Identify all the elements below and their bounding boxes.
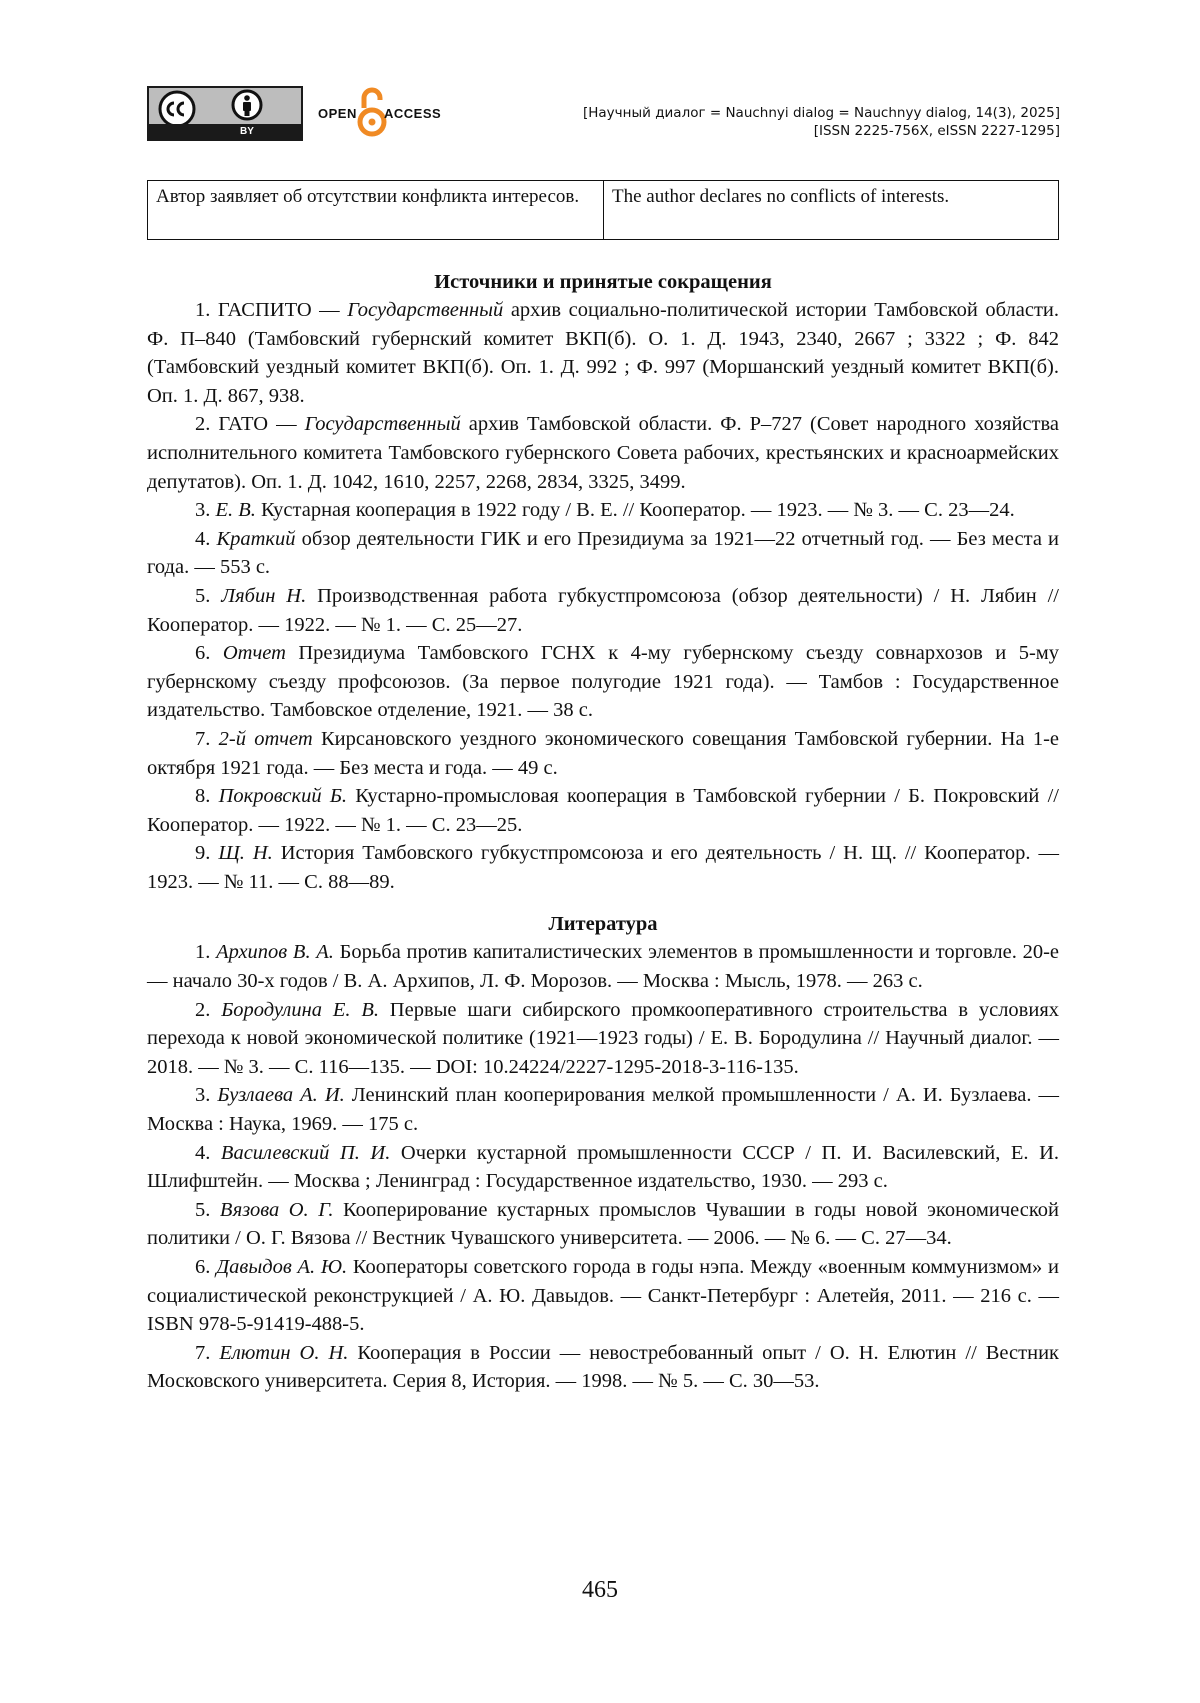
reference-text: обзор деятельности ГИК и его Президиума за 1921—22 отчетный год. — Без места и года. — 553 с. xyxy=(147,527,1060,579)
reference-number: 9. xyxy=(195,842,219,865)
journal-issn-line: [ISSN 2225-756X, eISSN 2227-1295] xyxy=(813,123,1060,139)
reference-number: 7. xyxy=(195,1341,220,1364)
reference-entry xyxy=(147,725,1059,782)
reference-author: Щ. Н. xyxy=(218,842,273,865)
reference-author: Елютин О. Н. xyxy=(219,1341,349,1364)
reference-number: 2. xyxy=(195,413,219,436)
references-content xyxy=(147,268,1059,1396)
reference-author: Бородулина Е. В. xyxy=(221,998,379,1021)
reference-author: Государственный xyxy=(304,413,461,436)
journal-reference xyxy=(583,104,1060,140)
reference-text: Кустарно-промысловая кооперация в Тамбовской губернии / Б. Покровский // Кооператор. — 1922. — № 1. — С. 23—25. xyxy=(147,785,1059,836)
reference-text: Ленинский план кооперирования мелкой промышленности / А. И. Бузлаева. — Москва : Наука, 1969. — 175 с. xyxy=(147,1084,1060,1136)
reference-number: 4. xyxy=(195,1141,221,1164)
reference-text: История Тамбовского губкустпромсоюза и его деятельность / Н. Щ. // Кооператор. — 1923. — № 11. — С. 88—89. xyxy=(147,842,1060,893)
reference-entry xyxy=(147,296,1059,410)
declaration-ru: Автор заявляет об отсутствии конфликта интересов. xyxy=(148,181,604,239)
journal-citation-line: [Научный диалог = Nauchnyi dialog = Nauchnyy dialog, 14(3), 2025] xyxy=(582,105,1060,121)
reference-entry xyxy=(147,782,1059,839)
reference-number: 1. xyxy=(195,941,217,964)
reference-entry xyxy=(147,1253,1059,1339)
reference-text: Очерки кустарной промышленности СССР / П. И. Василевский, Е. И. Шлифштейн. — Москва ; Ленинград : Государственное издательство, 1930. — 293 с. xyxy=(147,1141,1059,1193)
reference-prefix: ГАТО — xyxy=(218,413,305,436)
reference-number: 1. xyxy=(195,299,218,321)
reference-author: Краткий xyxy=(216,527,296,550)
reference-author: Покровский Б. xyxy=(218,785,348,808)
reference-author: Архипов В. А. xyxy=(216,941,334,964)
reference-entry xyxy=(147,996,1059,1082)
reference-number: 8. xyxy=(195,785,219,808)
reference-text: архив Тамбовской области. Ф. Р–727 (Совет народного хозяйства исполнительного комитета Тамбовского губернского Совета рабочих, крестьянских и красноармейских депутатов). Оп. 1. Д. 1042, 1610, 2257, 2268, 2834, 3325, 3499. xyxy=(147,413,1059,493)
literature-heading: Литература xyxy=(548,913,658,936)
reference-number: 5. xyxy=(195,1198,220,1221)
reference-entry xyxy=(147,525,1059,582)
reference-entry xyxy=(147,582,1059,639)
reference-text: Кооперация в России — невостребованный опыт / О. Н. Елютин // Вестник Московского университета. Серия 8, История. — 1998. — № 5. — С. 30—53. xyxy=(147,1341,1059,1393)
reference-entry xyxy=(147,496,1059,525)
reference-entry xyxy=(147,1081,1059,1138)
sources-heading: Источники и принятые сокращения xyxy=(434,271,772,293)
reference-text: архив социально-политической истории Тамбовской области. Ф. П–840 (Тамбовский губернский комитет ВКП(б). О. 1. Д. 1943, 2340, 2667 ; 3322 ; Ф. 842 (Тамбовский уездный комитет ВКП(б). Оп. 1. Д. 992 ; Ф. 997 (Моршанский уездный комитет ВКП(б). Оп. 1. Д. 867, 938. xyxy=(147,299,1059,407)
reference-author: Е. В. xyxy=(215,499,256,522)
reference-entry xyxy=(147,639,1059,725)
open-access-logo xyxy=(318,86,466,140)
reference-number: 6. xyxy=(195,642,223,665)
reference-author: Вязова О. Г. xyxy=(219,1198,334,1221)
reference-text: Первые шаги сибирского промкооперативного строительства в условиях перехода к новой экономической политике (1921—1923 годы) / Е. В. Бородулина // Научный диалог. — 2018. — № 3. — С. 116—135. — DOI: 10.24224/2227-1295-2018-3-116-135. xyxy=(147,998,1060,1078)
declaration-en: The author declares no conflicts of interests. xyxy=(612,186,950,207)
cc-by-license-badge xyxy=(147,86,303,141)
reference-text: Кооператоры советского города в годы нэпа. Между «военным коммунизмом» и социалистической реконструкцией / А. Ю. Давыдов. — Санкт-Петербург : Алетейя, 2011. — 216 с. — ISBN 978-5-91419-488-5. xyxy=(147,1256,1059,1336)
reference-entry xyxy=(147,1339,1059,1396)
reference-entry xyxy=(147,938,1059,995)
reference-author: Лябин Н. xyxy=(221,584,307,607)
reference-author: Государственный xyxy=(347,299,504,321)
reference-entry xyxy=(147,410,1059,496)
reference-number: 3. xyxy=(195,499,216,522)
access-word: ACCESS xyxy=(384,106,442,121)
reference-number: 4. xyxy=(195,527,217,550)
reference-author: Бузлаева А. И. xyxy=(217,1084,345,1107)
by-label: BY xyxy=(240,126,254,137)
reference-number: 6. xyxy=(195,1256,217,1278)
reference-number: 5. xyxy=(195,584,222,607)
reference-text: Кооперирование кустарных промыслов Чувашии в годы новой экономической политики / О. Г. Вязова // Вестник Чувашского университета. — 2006. — № 6. — С. 27—34. xyxy=(147,1198,1059,1250)
page-number: 465 xyxy=(582,1577,618,1603)
reference-number: 7. xyxy=(195,727,219,750)
reference-text: Кустарная кооперация в 1922 году / В. Е. // Кооператор. — 1923. — № 3. — С. 23—24. xyxy=(255,499,1015,522)
literature-list xyxy=(147,938,1059,1396)
reference-author: Отчет xyxy=(222,642,286,665)
open-word: OPEN xyxy=(318,106,357,121)
reference-text: Борьба против капиталистических элементов в промышленности и торговле. 20-е — начало 30-х годов / В. А. Архипов, Л. Ф. Морозов. — Москва : Мысль, 1978. — 263 с. xyxy=(147,941,1060,993)
reference-entry xyxy=(147,839,1059,896)
sources-list xyxy=(147,296,1059,896)
reference-text: Производственная работа губкустпромсоюза (обзор деятельности) / Н. Лябин // Кооператор. — 1922. — № 1. — С. 25—27. xyxy=(147,584,1059,636)
reference-author: Давыдов А. Ю. xyxy=(216,1256,348,1278)
conflict-of-interest-table xyxy=(147,180,1059,240)
reference-author: Василевский П. И. xyxy=(220,1141,391,1164)
reference-number: 3. xyxy=(195,1084,218,1107)
reference-text: Кирсановского уездного экономического совещания Тамбовской губернии. На 1-е октября 1921 года. — Без места и года. — 49 с. xyxy=(147,727,1060,779)
reference-text: Президиума Тамбовского ГСНХ к 4-му губернскому съезду совнархозов и 5-му губернскому съезду профсоюзов. (За первое полугодие 1921 года). — Тамбов : Государственное издательство. Тамбовское отделение, 1921. — 38 с. xyxy=(147,642,1060,722)
reference-entry xyxy=(147,1139,1059,1196)
reference-prefix: ГАСПИТО — xyxy=(217,299,348,321)
reference-entry xyxy=(147,1196,1059,1253)
reference-number: 2. xyxy=(195,998,222,1021)
reference-author: 2-й отчет xyxy=(218,727,313,750)
